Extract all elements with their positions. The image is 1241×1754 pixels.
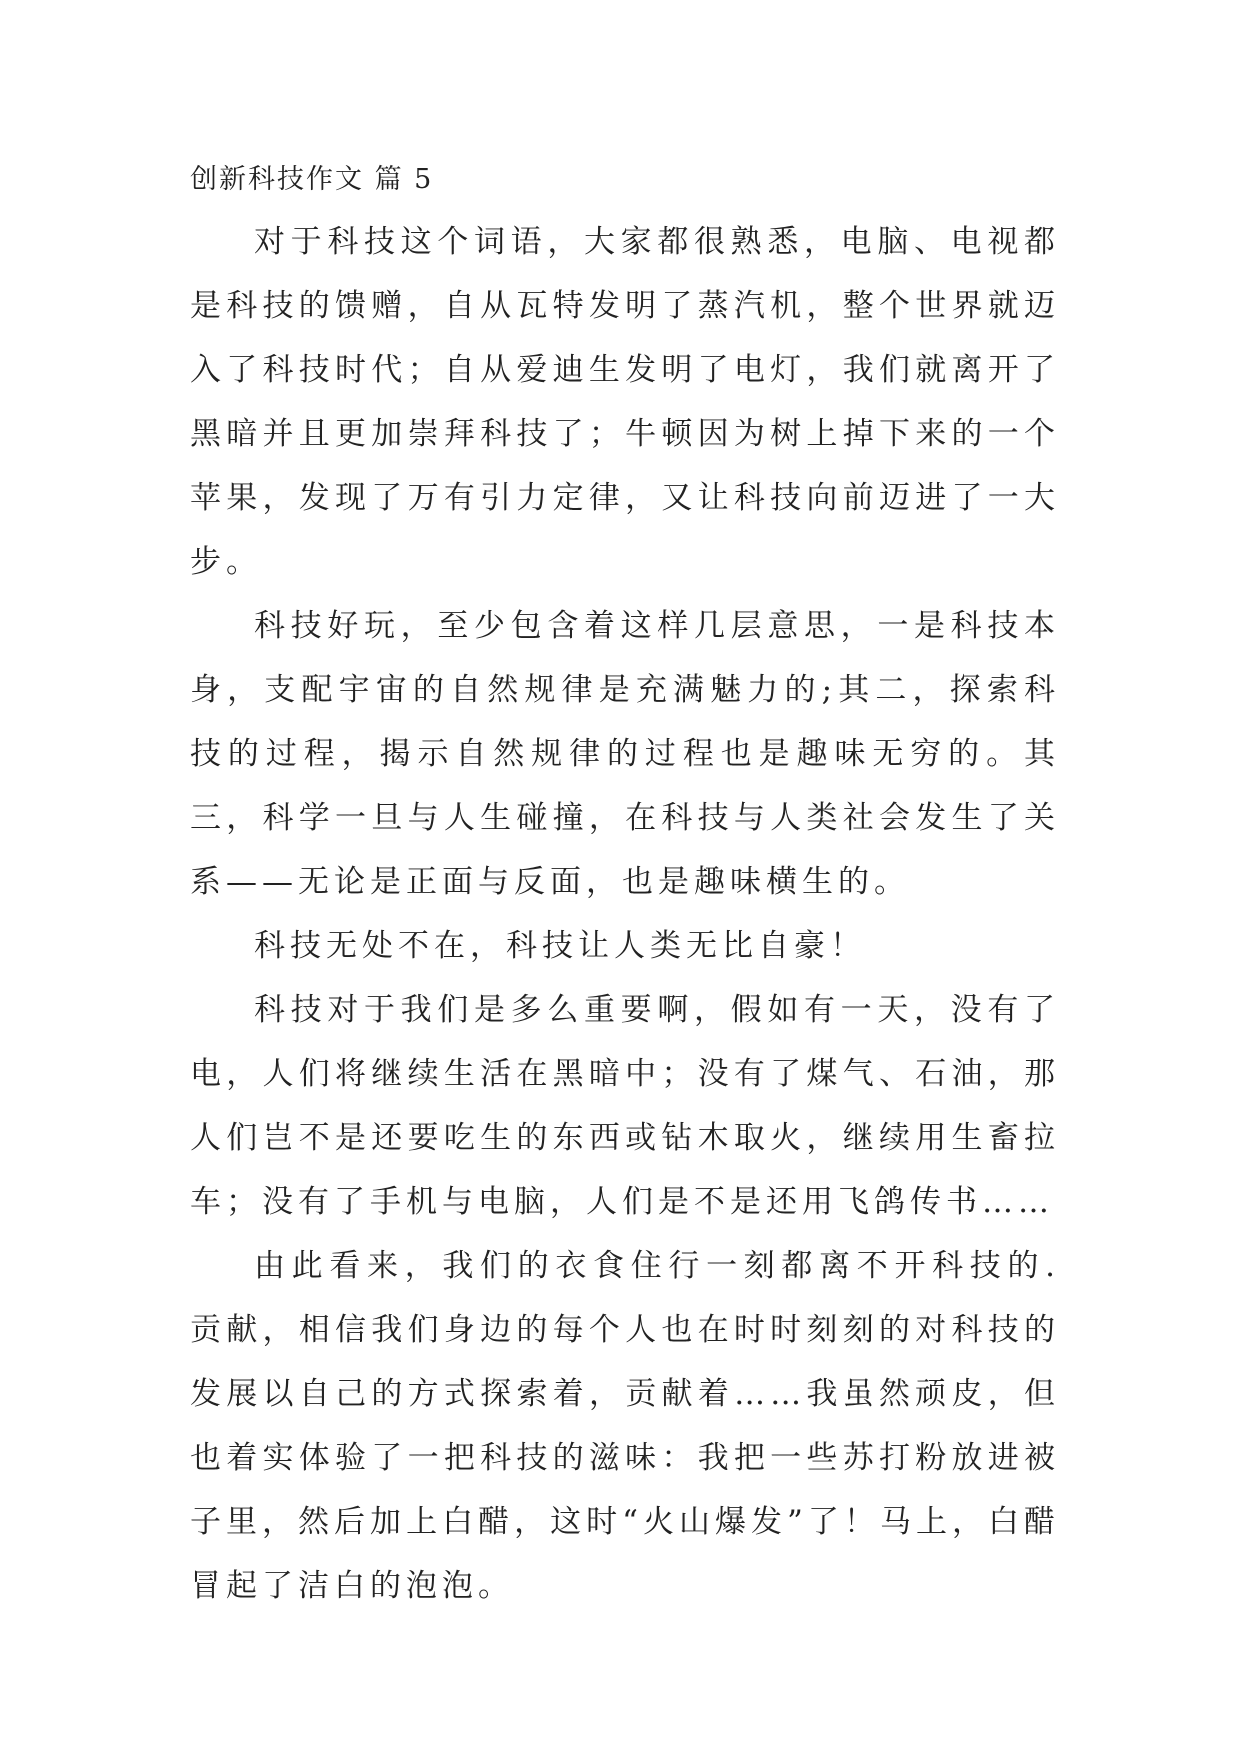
paragraph-4: 科技对于我们是多么重要啊，假如有一天，没有了电，人们将继续生活在黑暗中；没有了煤气、石油，那人们岂不是还要吃生的东西或钻木取火，继续用生畜拉车；没有了手机与电脑，人们是不是还用飞鸽传书……: [190, 992, 1060, 1220]
paragraph-5: 由此看来，我们的衣食住行一刻都离不开科技的.贡献，相信我们身边的每个人也在时时刻刻的对科技的发展以自己的方式探索着，贡献着……我虽然顽皮，但也着实体验了一把科技的滋味：我把一些苏打粉放进被子里，然后加上白醋，这时“火山爆发”了！马上，白醋冒起了洁白的泡泡。: [190, 1248, 1060, 1604]
paragraph-3: 科技无处不在，科技让人类无比自豪！: [254, 928, 866, 964]
paragraph-1: 对于科技这个词语，大家都很熟悉，电脑、电视都是科技的馈赠，自从瓦特发明了蒸汽机，整个世界就迈入了科技时代；自从爱迪生发明了电灯，我们就离开了黑暗并且更加崇拜科技了；牛顿因为树上掉下来的一个苹果，发现了万有引力定律，又让科技向前迈进了一大步。: [190, 224, 1060, 580]
essay-title: 创新科技作文 篇 5: [190, 164, 434, 195]
paragraph-2: 科技好玩，至少包含着这样几层意思，一是科技本身，支配宇宙的自然规律是充满魅力的;其二，探索科技的过程，揭示自然规律的过程也是趣味无穷的。其三，科学一旦与人生碰撞，在科技与人类社会发生了关系——无论是正面与反面，也是趣味横生的。: [190, 608, 1060, 900]
document-body: [190, 160, 1060, 1618]
